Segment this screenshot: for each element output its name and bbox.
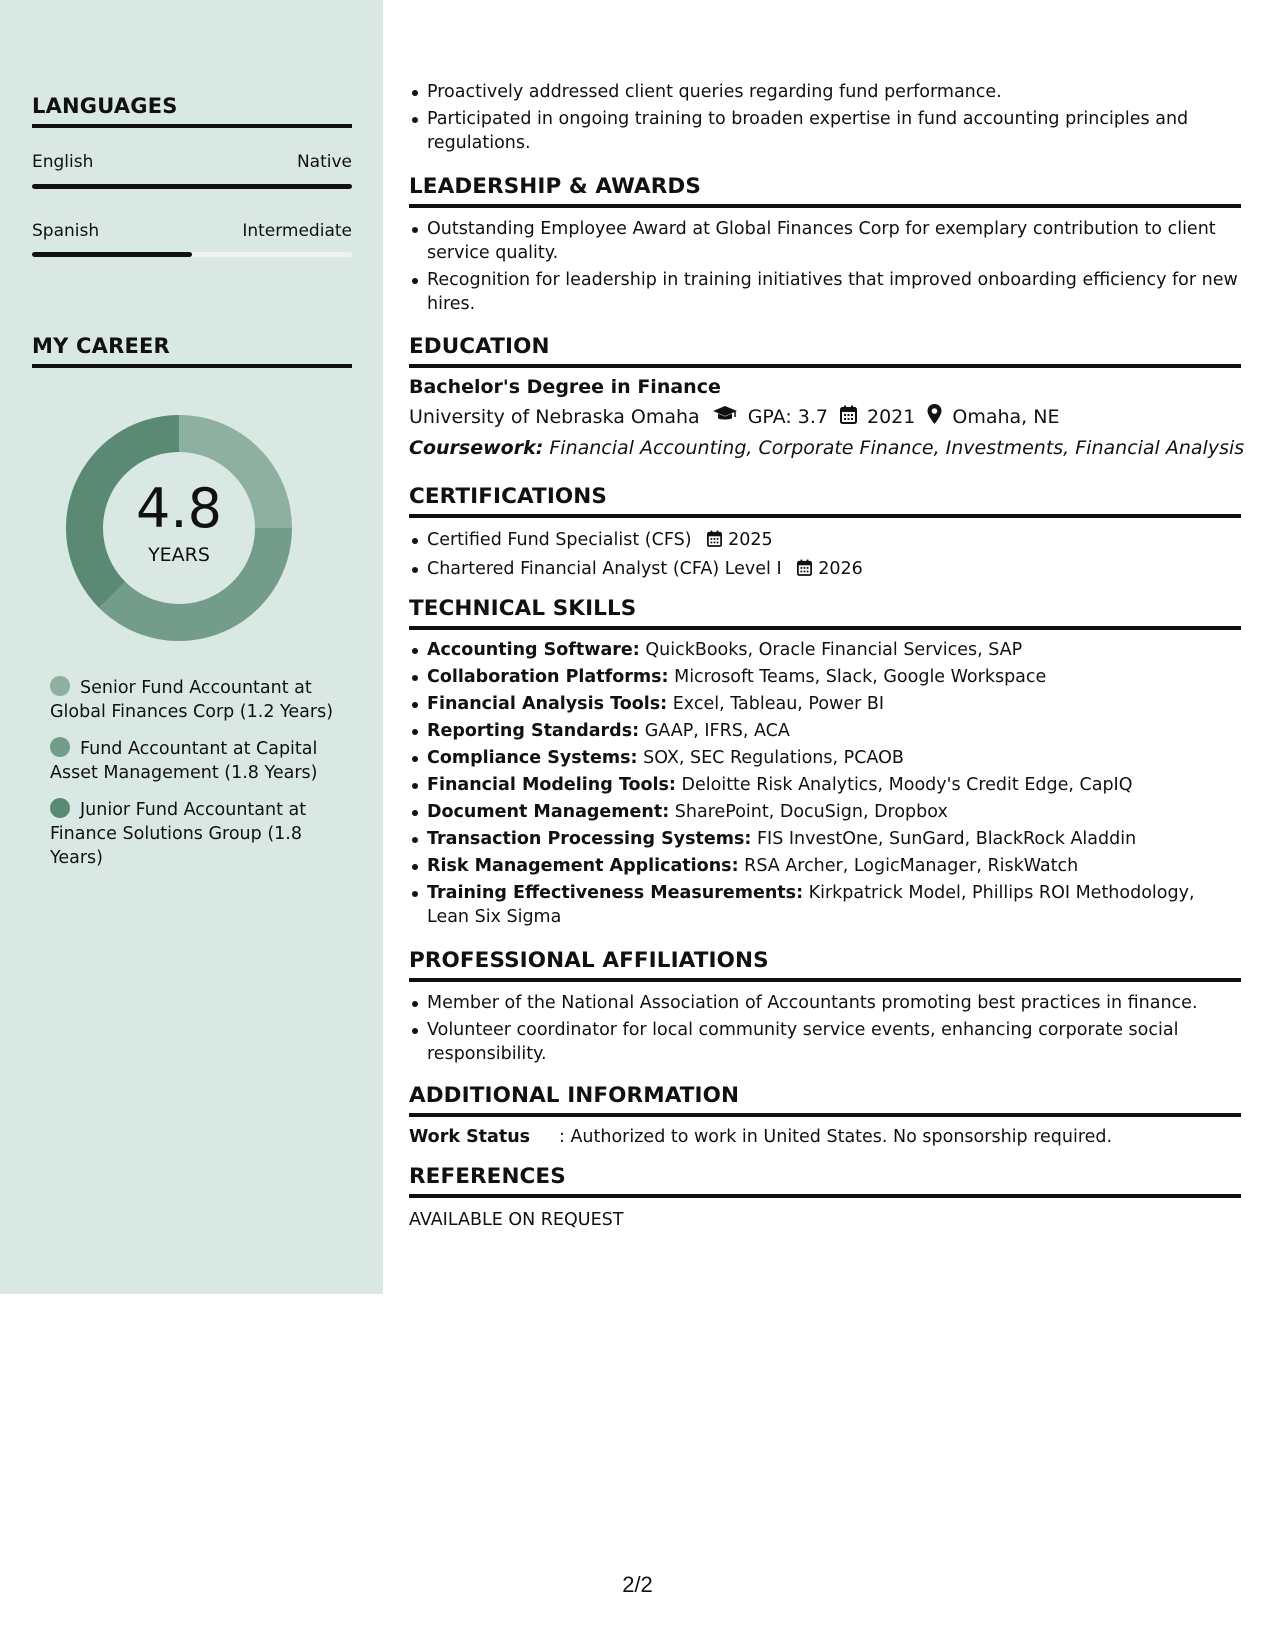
leadership-list	[409, 217, 1241, 319]
education-location: Omaha, NE	[952, 405, 1060, 428]
legend-dot	[50, 798, 70, 818]
certification-name: Certified Fund Specialist (CFS)	[427, 530, 692, 550]
education-gpa: GPA: 3.7	[747, 405, 828, 428]
education-degree: Bachelor's Degree in Finance	[409, 376, 721, 398]
technical-skills-list	[409, 638, 1241, 932]
references-title: REFERENCES	[409, 1164, 1241, 1198]
coursework-list: Financial Accounting, Corporate Finance, Investments, Financial Analysis	[549, 437, 1245, 459]
career-item-text: Senior Fund Accountant at Global Finances Corp (1.2 Years)	[50, 678, 334, 722]
skill-value: Excel, Tableau, Power BI	[672, 694, 885, 714]
skill-item	[409, 881, 1241, 929]
education-coursework	[409, 437, 1245, 459]
calendar-icon	[707, 530, 722, 554]
language-row-english	[32, 152, 352, 172]
legend-dot	[50, 676, 70, 696]
certification-item	[409, 557, 1241, 583]
skill-value: Kirkpatrick Model, Phillips ROI Methodology, Lean Six Sigma	[427, 883, 1195, 927]
certifications-list	[409, 528, 1241, 586]
additional-info	[409, 1127, 1241, 1147]
skill-item	[409, 638, 1241, 662]
career-legend	[50, 676, 340, 883]
language-row-spanish	[32, 221, 352, 241]
career-legend-item	[50, 737, 340, 785]
languages-title: LANGUAGES	[32, 94, 352, 128]
experience-bullet: Proactively addressed client queries regarding fund performance.	[409, 80, 1241, 104]
affiliation-bullet: Member of the National Association of Accountants promoting best practices in finance.	[409, 991, 1241, 1015]
skill-item	[409, 800, 1241, 824]
education-title: EDUCATION	[409, 334, 1241, 368]
certification-year: 2026	[818, 559, 863, 579]
work-status-value: : Authorized to work in United States. No sponsorship required.	[559, 1127, 1113, 1147]
career-total-years: 4.8	[136, 477, 222, 540]
skill-label: Compliance Systems:	[427, 748, 638, 768]
career-title: MY CAREER	[32, 334, 352, 368]
calendar-icon	[797, 559, 812, 583]
location-pin-icon	[927, 404, 942, 429]
career-item-text: Fund Accountant at Capital Asset Management (1.8 Years)	[50, 739, 318, 783]
additional-info-title: ADDITIONAL INFORMATION	[409, 1083, 1241, 1117]
career-legend-item	[50, 798, 340, 870]
certification-item	[409, 528, 1241, 554]
work-status-label: Work Status	[409, 1127, 531, 1147]
skill-label: Accounting Software:	[427, 640, 640, 660]
career-item-text: Junior Fund Accountant at Finance Solutions Group (1.8 Years)	[50, 800, 307, 868]
skill-label: Financial Modeling Tools:	[427, 775, 676, 795]
skill-label: Financial Analysis Tools:	[427, 694, 668, 714]
references-text: AVAILABLE ON REQUEST	[409, 1210, 624, 1230]
skill-item	[409, 692, 1241, 716]
graduation-cap-icon	[712, 405, 738, 428]
skill-label: Risk Management Applications:	[427, 856, 739, 876]
coursework-label: Coursework:	[409, 437, 544, 459]
language-level: Intermediate	[242, 221, 352, 241]
career-donut-center	[66, 415, 292, 641]
certifications-title: CERTIFICATIONS	[409, 484, 1241, 518]
leadership-title: LEADERSHIP & AWARDS	[409, 174, 1241, 208]
skill-item	[409, 746, 1241, 770]
career-legend-item	[50, 676, 340, 724]
skill-item	[409, 773, 1241, 797]
skill-value: Deloitte Risk Analytics, Moody's Credit Edge, CapIQ	[681, 775, 1133, 795]
legend-dot	[50, 737, 70, 757]
education-entry	[409, 376, 1245, 459]
skill-item	[409, 719, 1241, 743]
language-level: Native	[296, 152, 352, 172]
certification-name: Chartered Financial Analyst (CFA) Level I	[427, 559, 782, 579]
skill-value: QuickBooks, Oracle Financial Services, SAP	[645, 640, 1023, 660]
page-number: 2/2	[622, 1572, 653, 1597]
education-year: 2021	[867, 405, 916, 428]
calendar-icon	[840, 405, 857, 429]
education-details	[409, 404, 1241, 429]
skill-item	[409, 854, 1241, 878]
leadership-bullet: Recognition for leadership in training initiatives that improved onboarding efficiency for new hires.	[409, 268, 1241, 316]
references-body	[409, 1210, 1241, 1230]
skill-label: Transaction Processing Systems:	[427, 829, 752, 849]
skill-value: SharePoint, DocuSign, Dropbox	[674, 802, 948, 822]
skill-label: Document Management:	[427, 802, 670, 822]
language-bar-fill	[32, 184, 352, 189]
skill-label: Reporting Standards:	[427, 721, 640, 741]
education-school: University of Nebraska Omaha	[409, 405, 700, 428]
language-bar-english	[32, 184, 352, 189]
language-name: Spanish	[32, 221, 100, 241]
technical-skills-title: TECHNICAL SKILLS	[409, 596, 1241, 630]
affiliations-list	[409, 991, 1241, 1069]
skill-value: FIS InvestOne, SunGard, BlackRock Aladdin	[756, 829, 1137, 849]
affiliations-title: PROFESSIONAL AFFILIATIONS	[409, 948, 1241, 982]
certification-year: 2025	[728, 530, 773, 550]
language-bar-fill	[32, 252, 192, 257]
sidebar	[0, 0, 383, 1294]
skill-item	[409, 665, 1241, 689]
career-years-unit: YEARS	[148, 544, 210, 566]
skill-item	[409, 827, 1241, 851]
skill-value: RSA Archer, LogicManager, RiskWatch	[744, 856, 1079, 876]
language-bar-spanish	[32, 252, 352, 257]
affiliation-bullet: Volunteer coordinator for local community service events, enhancing corporate social responsibility.	[409, 1018, 1241, 1066]
skill-label: Collaboration Platforms:	[427, 667, 669, 687]
skill-value: GAAP, IFRS, ACA	[644, 721, 790, 741]
work-status-row	[409, 1127, 1241, 1147]
leadership-bullet: Outstanding Employee Award at Global Finances Corp for exemplary contribution to client service quality.	[409, 217, 1241, 265]
skill-label: Training Effectiveness Measurements:	[427, 883, 804, 903]
skill-value: Microsoft Teams, Slack, Google Workspace	[674, 667, 1047, 687]
skill-value: SOX, SEC Regulations, PCAOB	[643, 748, 904, 768]
experience-bullet: Participated in ongoing training to broaden expertise in fund accounting principles and regulations.	[409, 107, 1241, 155]
experience-continued	[409, 80, 1241, 158]
language-name: English	[32, 152, 94, 172]
